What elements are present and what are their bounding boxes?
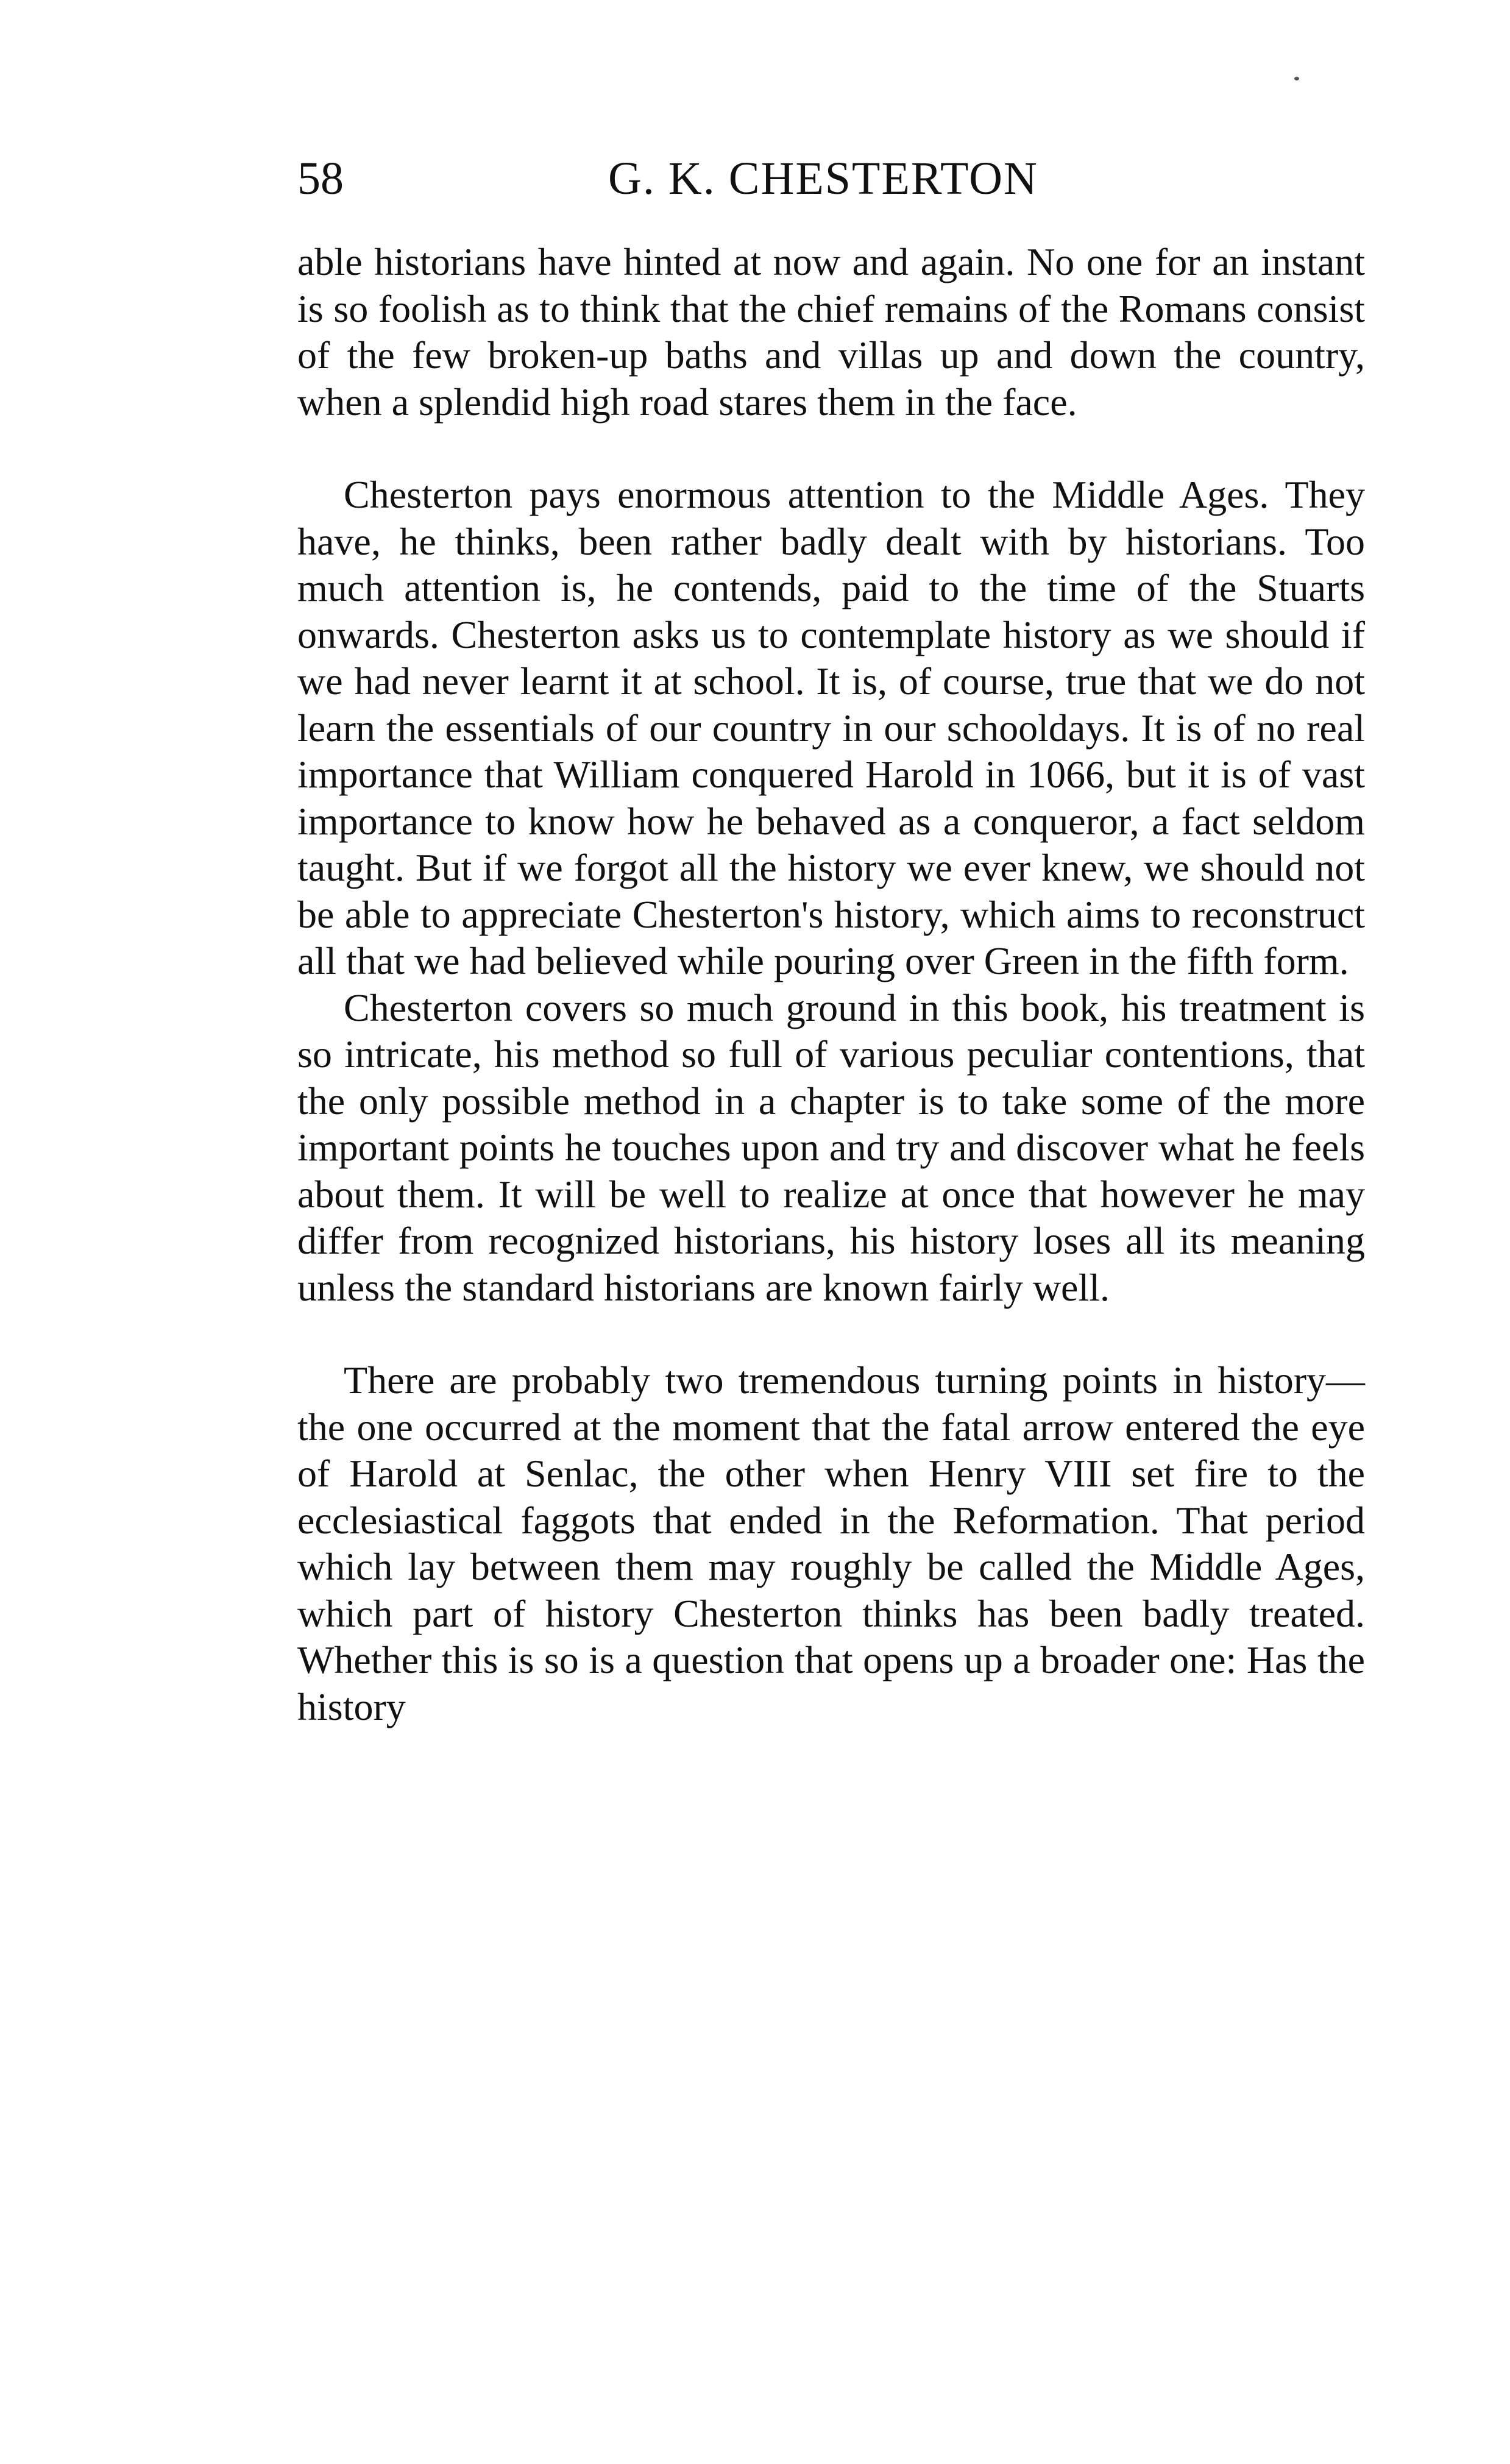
running-head bbox=[297, 151, 1365, 206]
paragraph-2: Chesterton pays enormous attention to the Middle Ages. They have, he thinks, been rather badly dealt with by historians. Too much attention is, he contends, paid to the time of the Stuarts onwards. Chesterton asks us to contemplate history as we should if we had never learnt it at school. It is, of course, true that we do not learn the essentials of our country in our schooldays. It is of no real importance that William conquered Harold in 1066, but it is of vast importance to know how he behaved as a conqueror, a fact seldom taught. But if we forgot all the history we ever knew, we should not be able to appreciate Chesterton's history, which aims to reconstruct all that we had believed while pouring over Green in the fifth form. bbox=[297, 473, 1365, 982]
running-title: G. K. CHESTERTON bbox=[608, 153, 1038, 204]
page-number: 58 bbox=[297, 153, 344, 204]
paragraph-4: There are probably two tremendous turning points in history—the one occurred at the moment that the fatal arrow entered the eye of Harold at Senlac, the other when Henry VIII set fire to the ecclesiastical faggots that ended in the Reformation. That period which lay between them may roughly be called the Middle Ages, which part of history Chesterton thinks has been badly treated. Whether this is so is a question that opens up a broader one: Has the history bbox=[297, 1358, 1365, 1728]
scan-speck bbox=[1294, 77, 1299, 80]
body-text bbox=[297, 239, 1365, 1730]
paragraph-1: able historians have hinted at now and again. No one for an instant is so foolish as to think that the chief remains of the Romans consist of the few broken-up baths and villas up and down the country, when a splendid high road stares them in the face. bbox=[297, 240, 1365, 424]
paragraph-3: Chesterton covers so much ground in this book, his treatment is so intricate, his method so full of various peculiar contentions, that the only possible method in a chapter is to take some of the more important points he touches upon and try and discover what he feels about them. It will be well to realize at once that however he may differ from recognized historians, his history loses all its meaning unless the standard historians are known fairly well. bbox=[297, 985, 1365, 1309]
